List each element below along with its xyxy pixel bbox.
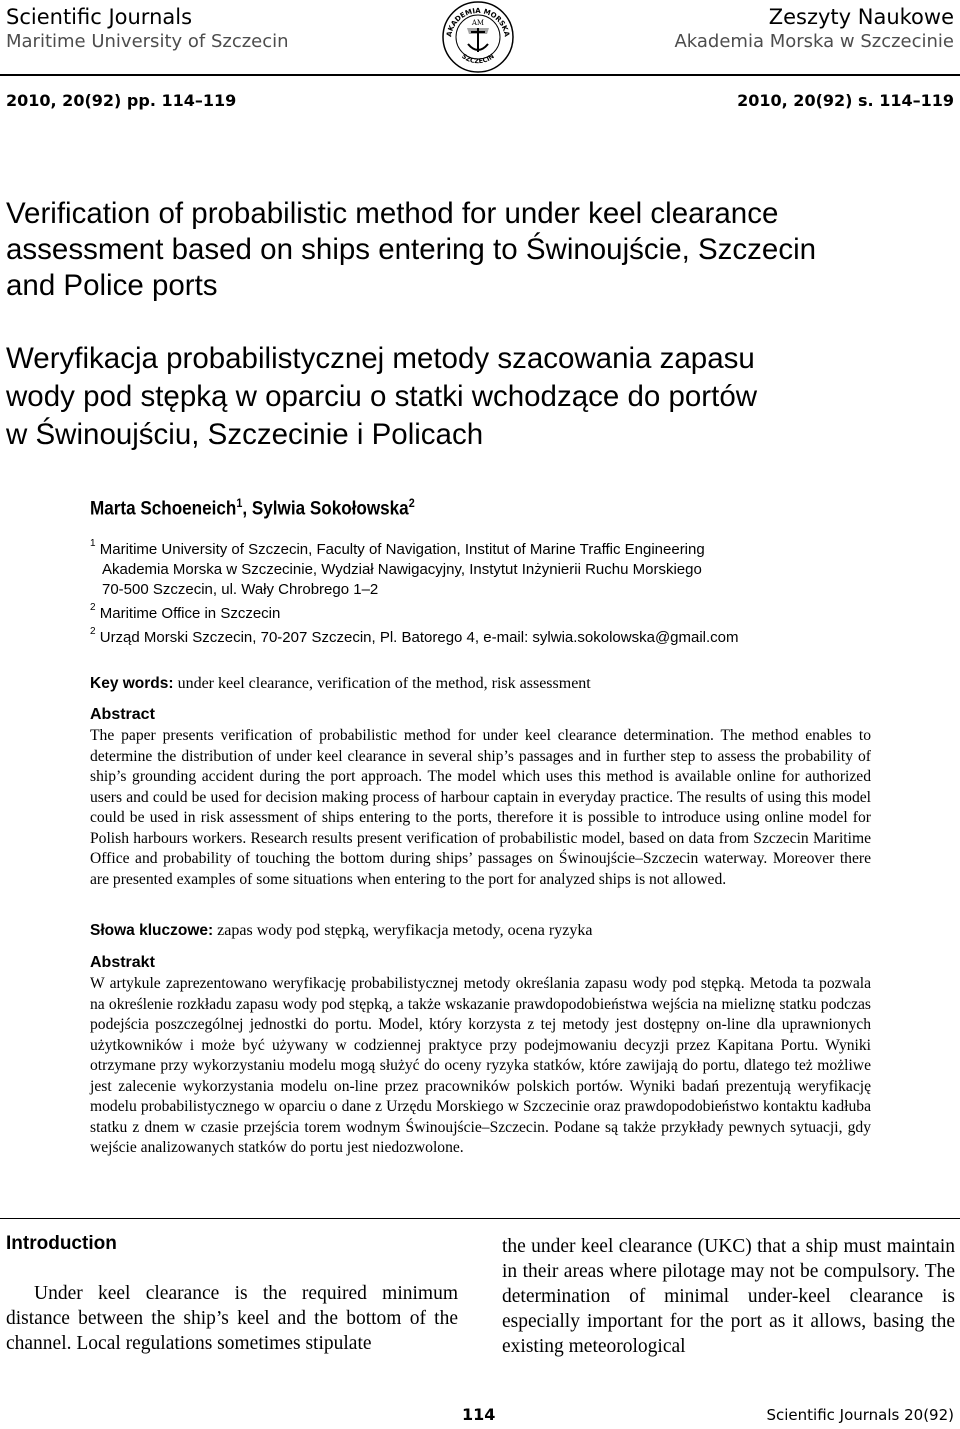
article-title-pl [6,340,956,454]
page-number: 114 [462,1405,496,1424]
affiliation-1 [90,536,950,648]
title-en-line: and Police ports [6,269,218,302]
author-name: Marta Schoeneich [90,498,237,520]
journal-header-left [6,4,289,54]
issue-pages-en: 2010, 20(92) pp. 114–119 [6,91,237,110]
title-pl-line: w Świnoujściu, Szczecinie i Policach [6,418,484,451]
keywords-text: under keel clearance, verification of the method, risk assessment [173,675,591,692]
affiliation-line: 70-500 Szczecin, ul. Wały Chrobrego 1–2 [102,581,379,598]
abstrakt-text: W artykule zaprezentowano weryfikację probabilistycznej metody określania zapasu wody pod stępką. Metoda ta pozwala na określenie rozkładu zapasu wody pod stępką, a także wskazanie prawdopodobieństwa wejścia na mieliznę statku podczas podejścia poszczególnej jednostki do portu. Model, który korzysta z tej metody jest dostępny on-line dla uprawnionych użytkowników i może być używany w codziennej praktyce przy podejmowaniu decyzji przez Kapitana Portu. Wyniki otrzymane przy wykorzystaniu modelu mogą służyć do oceny ryzyka statków, które zawijają do portu, dlatego też możliwe jest zalecenie wykorzystania modelu on-line przez pracowników polskich portów. Wyniki badań prezentują weryfikację modelu probabilistycznego w oparciu o dane z Urzędu Morskiego w Szczecinie oraz prawdopodobieństwo kontaktu kadłuba statku z dnem w czasie przejścia torem wodnym Świnoujście–Szczecin. Podane są także przykłady pewnych sytuacji, gdy wejście analizowanych statków do portu jest niedozwolone. [90,975,871,1156]
affiliation-marker: 2 [90,626,96,637]
logo-text-top: AKADEMIA MORSKA [445,6,511,38]
keywords-label: Key words: [90,675,174,692]
introduction-column-left: Under keel clearance is the required minimum distance between the ship’s keel and the bottom of the channel. Local regulations sometimes stipulate [6,1283,458,1354]
abstract-text: The paper presents verification of probabilistic method for under keel clearance determination. The method enables to determine the distribution of under keel clearance in several ship’s passages and in further step to assess the probability of ship’s grounding accident during the port approach. The model which uses this method is available online for authorized users and could be used for decision making process of harbour captain in everyday practice. The results of using this model could be used in risk assessment of ships entering to the ports, therefore it is possible to introduce using online model for Polish harbours workers. Research results present verification of probabilistic model, based on data from Szczecin Maritime Office and probability of touching the bottom during ships’ passages on Świnoujście–Szczecin waterway. Moreover there are presented examples of some situations when entering to the port for analyzed ships is not allowed. [90,727,871,888]
keywords-label: Słowa kluczowe: [90,922,214,939]
author-separator: , [242,498,252,520]
title-en-line: Verification of probabilistic method for under keel clearance [6,197,779,230]
author-list [90,496,415,520]
section-divider [0,1218,960,1219]
keywords-en [90,674,950,694]
abstrakt-heading: Abstrakt [90,954,155,971]
university-logo-icon [441,0,515,74]
title-pl-line: Weryfikacja probabilistycznej metody szacowania zapasu [6,342,755,375]
footer-journal: Scientific Journals 20(92) [766,1406,954,1424]
header-divider [0,74,960,76]
keywords-pl [90,921,950,941]
introduction-heading: Introduction [6,1233,117,1254]
university-name-pl: Akademia Morska w Szczecinie [674,31,954,52]
title-en-line: assessment based on ships entering to Świnoujście, Szczecin [6,233,817,266]
affiliation-line: Akademia Morska w Szczecinie, Wydział Nawigacyjny, Instytut Inżynierii Ruchu Morskiego [102,561,702,578]
affiliation-line: Maritime Office in Szczecin [99,605,281,622]
keywords-text: zapas wody pod stępką, weryfikacja metody, ocena ryzyka [213,922,593,939]
author-affiliation-marker: 2 [408,496,415,510]
introduction-column-right: the under keel clearance (UKC) that a ship must maintain in their areas where pilotage may not be compulsory. The determination of minimal under-keel clearance is especially important for the port as it allows, basing the existing meteorological [502,1236,955,1357]
journal-title-en: Scientific Journals [6,5,193,29]
abstract-heading: Abstract [90,706,155,723]
title-pl-line: wody pod stępką w oparciu o statki wchodzące do portów [6,380,758,413]
svg-text:SZCZECIN [460,52,496,65]
issue-pages-pl: 2010, 20(92) s. 114–119 [737,91,954,110]
logo-monogram: AM [471,19,485,27]
affiliation-marker: 2 [90,602,96,613]
affiliation-marker: 1 [90,538,96,549]
author-name: Sylwia Sokołowska [251,498,409,520]
affiliation-line: Maritime University of Szczecin, Faculty of Navigation, Institut of Marine Traffic Engineering [99,541,705,558]
journal-header-right [674,4,954,54]
affiliation-line: Urząd Morski Szczecin, 70-207 Szczecin, Pl. Batorego 4, e-mail: sylwia.sokolowska@gmail.com [99,629,739,646]
article-title-en [6,196,956,304]
logo-text-bottom: SZCZECIN [460,52,496,66]
author-affiliation-marker: 1 [236,496,243,510]
journal-title-pl: Zeszyty Naukowe [768,5,954,29]
university-name-en: Maritime University of Szczecin [6,31,289,52]
